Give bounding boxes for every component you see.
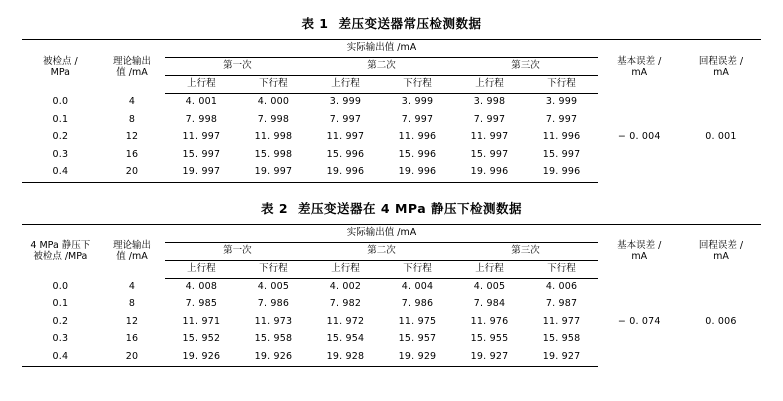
cell-measured: 7. 986: [257, 298, 290, 310]
cell-point: 0.4: [22, 164, 99, 182]
table-2-direction-1: 上行程: [165, 260, 237, 278]
table-2-col-range-header: 回程误差 / mA: [681, 224, 761, 278]
cell-measured: 3. 998: [473, 96, 506, 108]
table-gap: [22, 183, 761, 193]
cell-measured: 15. 957: [398, 333, 437, 345]
cell-measured: 4. 006: [545, 280, 578, 292]
cell-measured: 19. 926: [165, 349, 237, 367]
cell-measured: 7. 986: [401, 298, 434, 310]
cell-point: 0.0: [52, 96, 69, 108]
cell-range-error: 0. 006: [705, 315, 737, 327]
cell-measured: 7. 984: [473, 298, 506, 310]
cell-measured: 3. 999: [545, 96, 578, 108]
table-2-col-point-header: 4 MPa 静压下 被检点 /MPa: [22, 224, 99, 278]
cell-measured: 11. 996: [398, 131, 437, 143]
cell-theory: 8: [128, 298, 136, 310]
cell-theory: 4: [128, 280, 136, 292]
table-2-title: [22, 199, 761, 217]
table-1-direction-4: 下行程: [381, 76, 453, 94]
cell-measured: 19. 927: [526, 349, 598, 367]
table-2-title-number: 表 2: [260, 200, 289, 216]
table-2-col-theory-header: 理论输出 值 /mA: [99, 224, 166, 278]
cell-theory: 16: [125, 148, 139, 160]
cell-point: 0.2: [52, 315, 69, 327]
table-2: [22, 224, 761, 368]
table-1-subgroup-3: 第三次: [454, 58, 598, 76]
table-2-direction-5: 上行程: [454, 260, 526, 278]
table-1-title-number: 表 1: [301, 16, 329, 31]
cell-point: 0.1: [52, 298, 69, 310]
table-2-header-row-1: [22, 224, 761, 242]
cell-measured: 15. 954: [326, 333, 365, 345]
cell-measured: 7. 997: [545, 113, 578, 125]
cell-measured: 15. 998: [254, 148, 293, 160]
table-1-subgroup-1: 第一次: [165, 58, 309, 76]
cell-measured: 4. 002: [329, 280, 362, 292]
cell-measured: 7. 997: [473, 113, 506, 125]
cell-measured: 7. 985: [185, 298, 218, 310]
cell-measured: 15. 955: [470, 333, 509, 345]
cell-measured: 19. 997: [237, 164, 309, 182]
table-block-1: [22, 14, 761, 183]
cell-measured: 4. 001: [185, 96, 218, 108]
cell-measured: 11. 998: [254, 131, 293, 143]
table-2-subgroup-3: 第三次: [454, 242, 598, 260]
cell-measured: 11. 972: [326, 315, 365, 327]
table-1-direction-5: 上行程: [454, 76, 526, 94]
cell-measured: 19. 997: [165, 164, 237, 182]
table-1-subgroup-2: 第二次: [309, 58, 453, 76]
cell-measured: 4. 005: [473, 280, 506, 292]
table-2-head: [22, 224, 761, 278]
cell-measured: 11. 996: [542, 131, 581, 143]
cell-point: 0.3: [52, 333, 69, 345]
cell-measured: 11. 997: [326, 131, 365, 143]
cell-theory: 12: [125, 315, 139, 327]
cell-measured: 11. 973: [254, 315, 293, 327]
table-row: [22, 94, 761, 112]
table-2-direction-2: 下行程: [237, 260, 309, 278]
table-row: [22, 278, 761, 296]
cell-measured: 7. 997: [329, 113, 362, 125]
cell-measured: 7. 997: [401, 113, 434, 125]
cell-measured: 11. 975: [398, 315, 437, 327]
table-2-subgroup-2: 第二次: [309, 242, 453, 260]
cell-measured: 11. 997: [470, 131, 509, 143]
cell-point: 0.3: [52, 148, 69, 160]
cell-measured: 19. 996: [526, 164, 598, 182]
cell-point: 0.1: [52, 113, 69, 125]
cell-measured: 4. 000: [257, 96, 290, 108]
cell-measured: 19. 996: [381, 164, 453, 182]
table-1-title-text: 差压变送器常压检测数据: [338, 16, 482, 31]
cell-point: 0.4: [22, 349, 99, 367]
table-1-title: [22, 14, 761, 32]
table-1-col-range-header: 回程误差 / mA: [681, 40, 761, 94]
table-2-direction-6: 下行程: [526, 260, 598, 278]
table-1-col-theory-header: 理论输出 值 /mA: [99, 40, 166, 94]
cell-theory: 12: [125, 131, 139, 143]
cell-basic-error: − 0. 004: [617, 131, 661, 143]
table-1-col-point-header: 被检点 / MPa: [22, 40, 99, 94]
table-2-col-basic-header: 基本误差 / mA: [598, 224, 681, 278]
table-1-header-row-1: [22, 40, 761, 58]
cell-range-error: 0. 001: [705, 131, 737, 143]
cell-measured: 15. 997: [542, 148, 581, 160]
cell-measured: 19. 996: [309, 164, 381, 182]
cell-measured: 7. 998: [257, 113, 290, 125]
cell-measured: 3. 999: [329, 96, 362, 108]
cell-measured: 15. 996: [326, 148, 365, 160]
cell-measured: 15. 997: [182, 148, 221, 160]
cell-measured: 4. 005: [257, 280, 290, 292]
table-1-direction-3: 上行程: [309, 76, 381, 94]
table-2-subgroup-1: 第一次: [165, 242, 309, 260]
table-2-body: [22, 278, 761, 367]
cell-measured: 11. 976: [470, 315, 509, 327]
cell-measured: 11. 971: [182, 315, 221, 327]
cell-measured: 19. 929: [381, 349, 453, 367]
cell-measured: 19. 996: [454, 164, 526, 182]
cell-measured: 15. 958: [542, 333, 581, 345]
cell-measured: 4. 008: [185, 280, 218, 292]
table-2-direction-3: 上行程: [309, 260, 381, 278]
cell-basic-error: − 0. 074: [617, 315, 661, 327]
table-2-measured-group-header: 实际输出值 /mA: [165, 224, 597, 242]
cell-measured: 15. 958: [254, 333, 293, 345]
cell-theory: 20: [99, 349, 166, 367]
table-1-col-basic-header: 基本误差 / mA: [598, 40, 681, 94]
table-1-head: [22, 40, 761, 94]
table-1-measured-group-header: 实际输出值 /mA: [165, 40, 597, 58]
cell-measured: 7. 987: [545, 298, 578, 310]
cell-measured: 3. 999: [401, 96, 434, 108]
cell-measured: 11. 977: [542, 315, 581, 327]
table-block-2: [22, 199, 761, 368]
table-2-title-text: 差压变送器在 4 MPa 静压下检测数据: [298, 200, 523, 216]
table-1-direction-2: 下行程: [237, 76, 309, 94]
cell-point: 0.0: [52, 280, 69, 292]
cell-measured: 4. 004: [401, 280, 434, 292]
cell-measured: 19. 928: [309, 349, 381, 367]
table-1: [22, 39, 761, 183]
cell-theory: 4: [128, 96, 136, 108]
table-1-direction-6: 下行程: [526, 76, 598, 94]
cell-measured: 11. 997: [182, 131, 221, 143]
cell-measured: 19. 926: [237, 349, 309, 367]
cell-measured: 15. 997: [470, 148, 509, 160]
cell-measured: 19. 927: [454, 349, 526, 367]
table-1-body: [22, 94, 761, 183]
cell-point: 0.2: [52, 131, 69, 143]
cell-theory: 16: [125, 333, 139, 345]
cell-measured: 7. 982: [329, 298, 362, 310]
cell-theory: 8: [128, 113, 136, 125]
cell-measured: 15. 996: [398, 148, 437, 160]
table-2-direction-4: 下行程: [381, 260, 453, 278]
cell-measured: 15. 952: [182, 333, 221, 345]
cell-measured: 7. 998: [185, 113, 218, 125]
cell-theory: 20: [99, 164, 166, 182]
table-1-direction-1: 上行程: [165, 76, 237, 94]
